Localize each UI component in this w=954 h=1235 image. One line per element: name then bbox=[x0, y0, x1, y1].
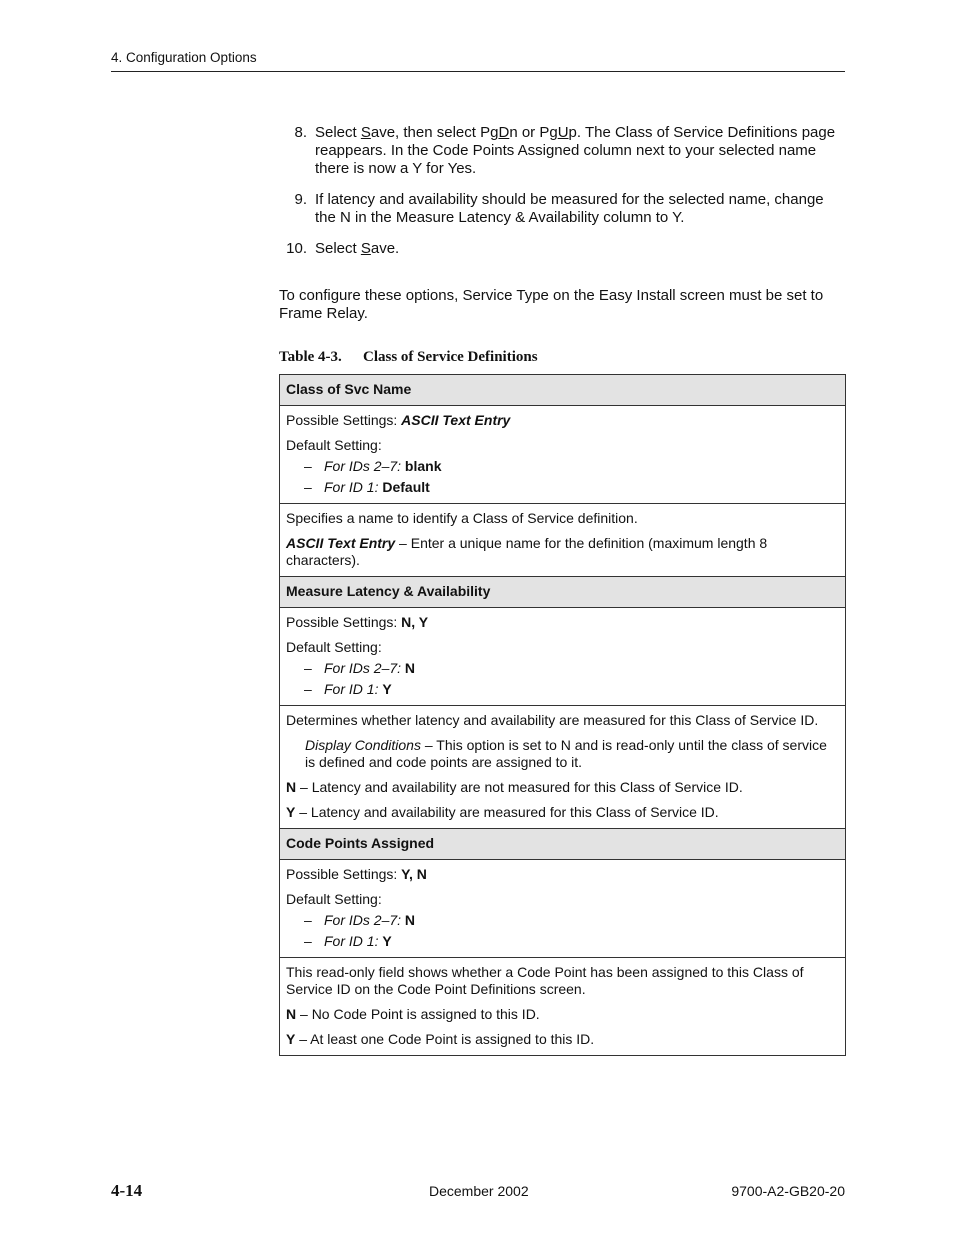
table-caption bbox=[279, 349, 538, 366]
possible-settings: Possible Settings: N, Y bbox=[286, 614, 429, 630]
section-header: Code Points Assigned bbox=[280, 829, 846, 860]
settings-cell bbox=[280, 608, 846, 706]
value-y: Y – Latency and availability are measured for this Class of Service ID. bbox=[286, 804, 719, 820]
document-number: 9700-A2-GB20-20 bbox=[731, 1183, 845, 1199]
settings-cell bbox=[280, 860, 846, 958]
step-text: Select Save. bbox=[315, 240, 400, 257]
table-caption-label: Table 4-3. bbox=[279, 349, 342, 365]
default-item: – For IDs 2–7: N bbox=[304, 912, 416, 928]
section-header: Measure Latency & Availability bbox=[280, 577, 846, 608]
publication-date: December 2002 bbox=[429, 1183, 529, 1199]
possible-settings: Possible Settings: Y, N bbox=[286, 866, 427, 882]
default-item: – For ID 1: Default bbox=[304, 479, 430, 495]
default-setting: Default Setting: – For IDs 2–7: N – For ID 1: Y bbox=[286, 891, 839, 950]
description: This read-only field shows whether a Code Point has been assigned to this Class of Service ID on the Code Point Definitions screen. bbox=[286, 964, 804, 997]
default-item: – For IDs 2–7: blank bbox=[304, 458, 442, 474]
procedure-steps bbox=[279, 124, 845, 271]
settings-cell bbox=[280, 406, 846, 504]
page-number: 4-14 bbox=[111, 1181, 143, 1200]
display-conditions: Display Conditions – This option is set to N and is read-only until the class of service is defined and code points are assigned to it. bbox=[305, 737, 827, 770]
intro-paragraph: To configure these options, Service Type on the Easy Install screen must be set to Frame Relay. bbox=[279, 287, 824, 322]
description-cell bbox=[280, 958, 846, 1056]
default-item: – For ID 1: Y bbox=[304, 681, 392, 697]
step-number: 10. bbox=[286, 240, 307, 257]
value-n: N – No Code Point is assigned to this ID. bbox=[286, 1006, 540, 1022]
description-cell bbox=[280, 504, 846, 577]
default-item: – For IDs 2–7: N bbox=[304, 660, 416, 676]
description: Specifies a name to identify a Class of Service definition. bbox=[286, 510, 638, 526]
description: Determines whether latency and availability are measured for this Class of Service ID. bbox=[286, 712, 819, 728]
step-number: 8. bbox=[294, 124, 307, 141]
step-9 bbox=[279, 191, 845, 227]
default-setting: Default Setting: – For IDs 2–7: blank – For ID 1: Default bbox=[286, 437, 839, 496]
section-header: Class of Svc Name bbox=[280, 375, 846, 406]
class-of-service-table bbox=[279, 374, 846, 1056]
step-10 bbox=[279, 240, 845, 258]
step-text: If latency and availability should be measured for the selected name, change the N in the Measure Latency & Availability column to Y. bbox=[315, 191, 824, 226]
value-y: Y – At least one Code Point is assigned to this ID. bbox=[286, 1031, 595, 1047]
description-cell bbox=[280, 706, 846, 829]
table-caption-title: Class of Service Definitions bbox=[363, 349, 538, 365]
step-text: Select Save, then select PgDn or PgUp. The Class of Service Definitions page reappears. In the Code Points Assigned column next to your selected name there is now a Y for Yes. bbox=[315, 124, 836, 177]
header-title: 4. Configuration Options bbox=[111, 50, 257, 65]
step-8 bbox=[279, 124, 845, 178]
default-item: – For ID 1: Y bbox=[304, 933, 392, 949]
running-header bbox=[111, 50, 845, 72]
value-n: N – Latency and availability are not measured for this Class of Service ID. bbox=[286, 779, 743, 795]
step-number: 9. bbox=[294, 191, 307, 208]
possible-settings: Possible Settings: ASCII Text Entry bbox=[286, 412, 511, 428]
default-setting: Default Setting: – For IDs 2–7: N – For ID 1: Y bbox=[286, 639, 839, 698]
entry-definition: ASCII Text Entry – Enter a unique name for the definition (maximum length 8 characters). bbox=[286, 535, 768, 568]
